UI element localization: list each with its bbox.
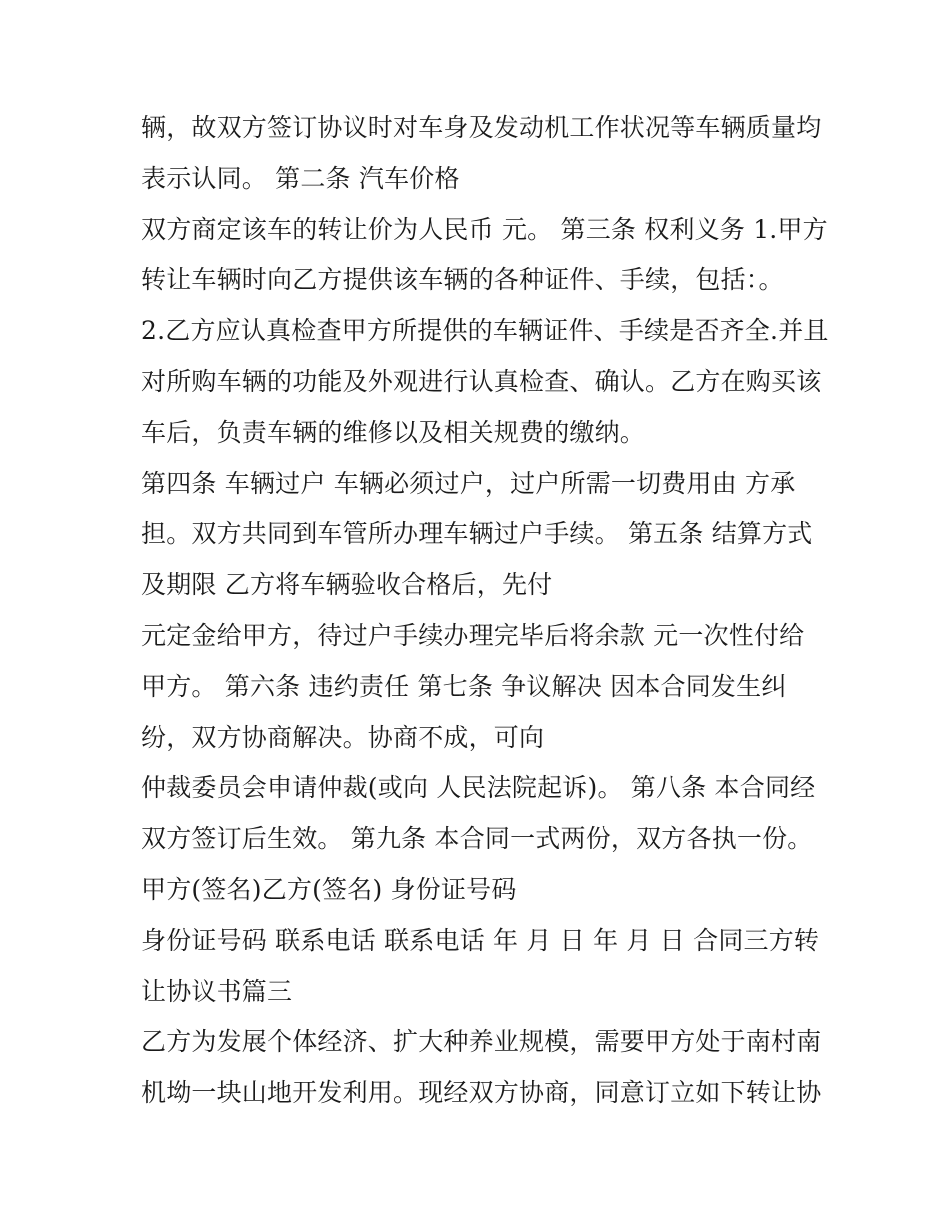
document-body <box>141 103 831 1119</box>
text-line: 机坳一块山地开发利用。现经双方协商，同意订立如下转让协 <box>141 1078 822 1108</box>
text-line: 仲裁委员会申请仲裁(或向 人民法院起诉)。 第八条 本合同经 <box>141 773 816 803</box>
text-line: 表示认同。 第二条 汽车价格 <box>141 163 460 193</box>
text-line: 担。双方共同到车管所办理车辆过户手续。 第五条 结算方式 <box>141 519 813 549</box>
text-line: 身份证号码 联系电话 联系电话 年 月 日 年 月 日 合同三方转 <box>141 925 820 955</box>
text-line: 元定金给甲方，待过户手续办理完毕后将余款 元一次性付给 <box>141 620 805 650</box>
text-line: 双方签订后生效。 第九条 本合同一式两份，双方各执一份。 <box>141 824 813 854</box>
text-line: 双方商定该车的转让价为人民币 元。 第三条 权利义务 1.甲方 <box>141 214 828 244</box>
text-line: 辆，故双方签订协议时对车身及发动机工作状况等车辆质量均 <box>141 113 822 142</box>
text-line: 转让车辆时向乙方提供该车辆的各种证件、手续，包括：。 <box>141 265 784 295</box>
text-line: 让协议书篇三 <box>141 976 293 1006</box>
text-line: 乙方为发展个体经济、扩大种养业规模，需要甲方处于南村南 <box>141 1027 822 1057</box>
text-line: 车后，负责车辆的维修以及相关规费的缴纳。 <box>141 417 646 447</box>
text-line: 甲方。 第六条 违约责任 第七条 争议解决 因本合同发生纠 <box>141 671 787 701</box>
text-line: 纷，双方协商解决。协商不成，可向 <box>141 722 545 752</box>
text-line: 甲方(签名)乙方(签名) 身份证号码 <box>141 874 517 904</box>
text-line: 对所购车辆的功能及外观进行认真检查、确认。乙方在购买该 <box>141 366 822 396</box>
text-line: 第四条 车辆过户 车辆必须过户，过户所需一切费用由 方承 <box>141 468 796 498</box>
text-line: 2.乙方应认真检查甲方所提供的车辆证件、手续是否齐全.并且 <box>141 316 829 346</box>
text-line: 及期限 乙方将车辆验收合格后，先付 <box>141 570 553 600</box>
